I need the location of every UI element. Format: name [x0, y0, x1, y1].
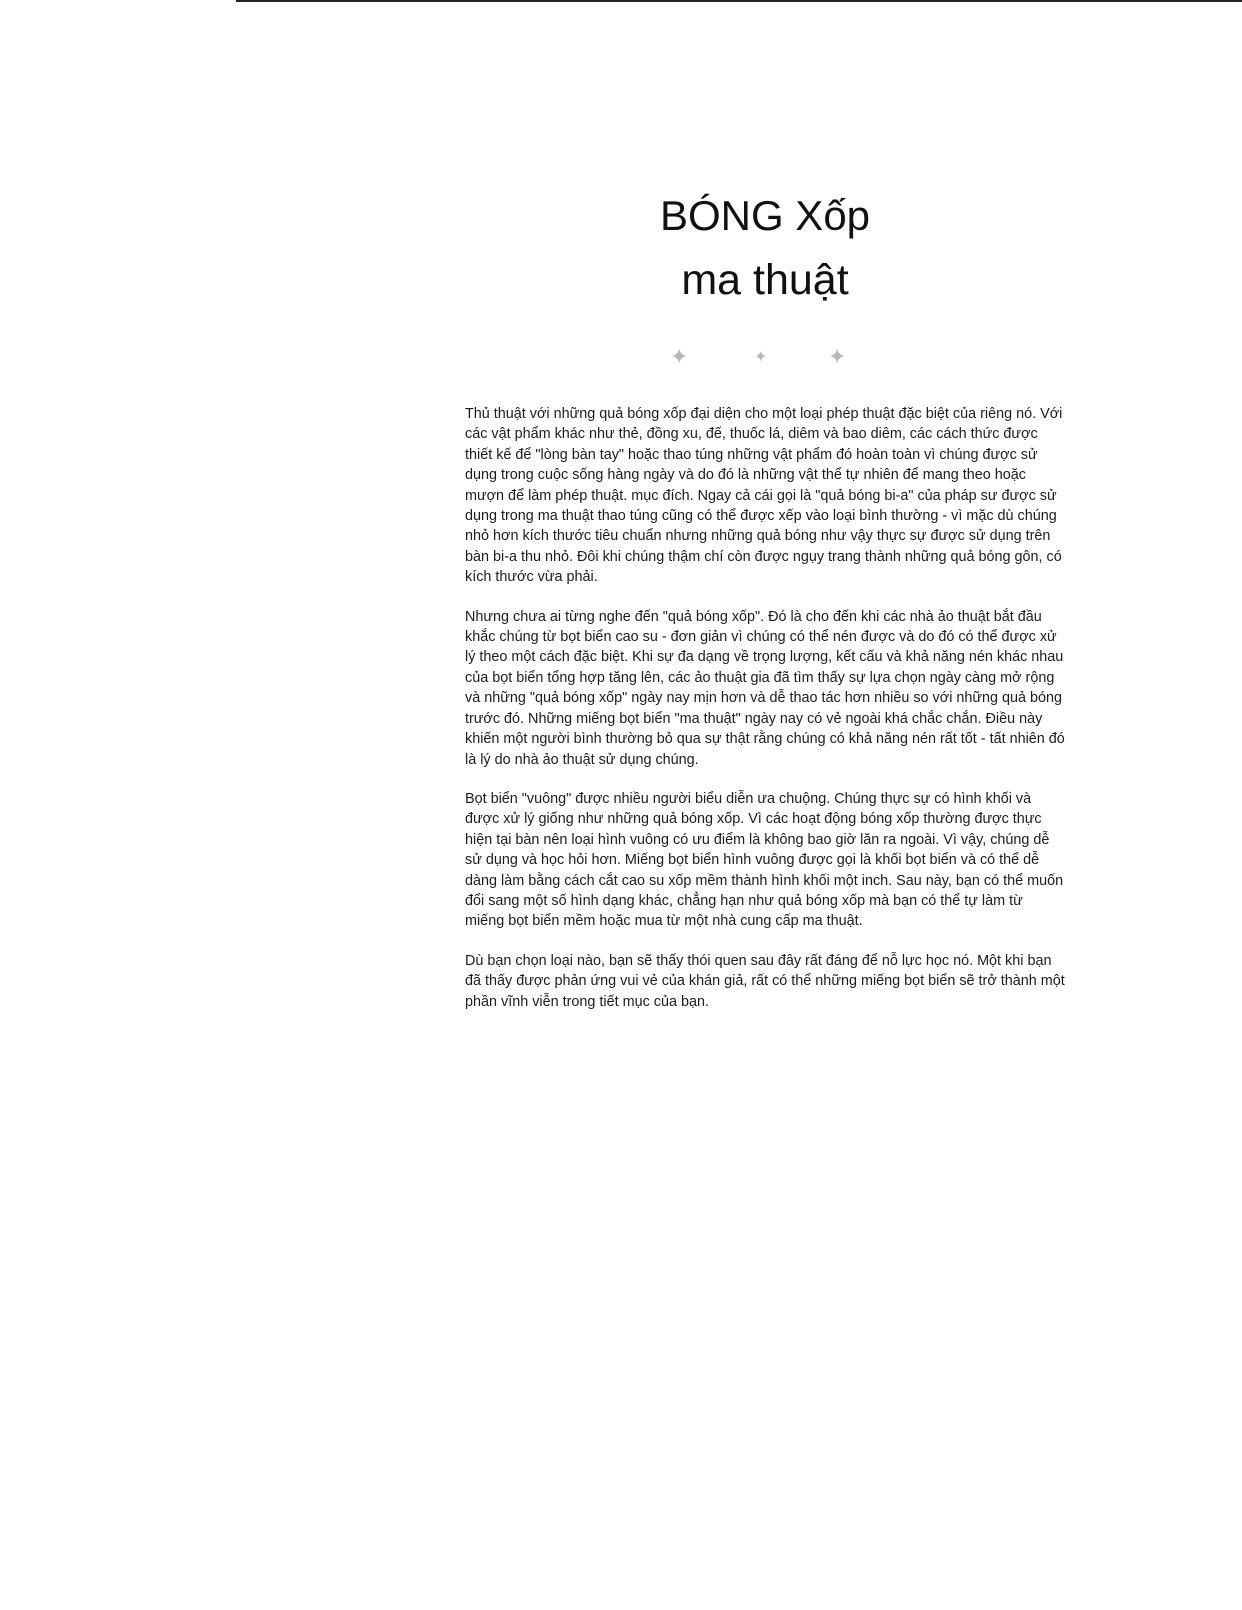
body-text: [465, 404, 1065, 1031]
chapter-title-line2: ma thuật: [681, 256, 849, 304]
paragraph: Dù bạn chọn loại nào, bạn sẽ thấy thói quen sau đây rất đáng để nỗ lực học nó. Một khi bạn đã thấy được phản ứng vui vẻ của khán giả, rất có thể những miếng bọt biển sẽ trở thành một phần vĩnh viễn trong tiết mục của bạn.: [465, 952, 1065, 1010]
paragraph: Nhưng chưa ai từng nghe đến "quả bóng xốp". Đó là cho đến khi các nhà ảo thuật bắt đầu khắc chúng từ bọt biển cao su - đơn giản vì chúng có thể nén được và do đó có thể được xử lý theo một cách đặc biệt. Khi sự đa dạng về trọng lượng, kết cấu và khả năng nén khác nhau của bọt biển tổng hợp tăng lên, các ảo thuật gia đã tìm thấy sự lựa chọn ngày càng mở rộng và những "quả bóng xốp" ngày nay mịn hơn và dễ thao tác hơn nhiều so với những quả bóng trước đó. Những miếng bọt biển "ma thuật" ngày nay có vẻ ngoài khá chắc chắn. Điều này khiến một người bình thường bỏ qua sự thật rằng chúng có khả năng nén rất tốt - tất nhiên đó là lý do nhà ảo thuật sử dụng chúng.: [465, 608, 1065, 768]
star-ornament-icon: ✦: [670, 344, 689, 369]
star-ornament-icon: ✦: [754, 349, 768, 366]
star-ornament-icon: ✦: [828, 344, 847, 369]
chapter-title-line1: BÓNG Xốp: [659, 192, 871, 239]
paragraph: Bọt biển "vuông" được nhiều người biểu diễn ưa chuộng. Chúng thực sự có hình khối và được xử lý giống như những quả bóng xốp. Vì các hoạt động bóng xốp thường được thực hiện tại bàn nên loại hình vuông có ưu điểm là không bao giờ lăn ra ngoài. Vì vậy, chúng dễ sử dụng và học hỏi hơn. Miếng bọt biển hình vuông được gọi là khối bọt biển và có thể dễ dàng làm bằng cách cắt cao su xốp mềm thành hình khối một inch. Sau này, bạn có thể muốn đổi sang một số hình dạng khác, chẳng hạn như quả bóng xốp mà bạn có thể tự làm từ miếng bọt biển mềm hoặc mua từ một nhà cung cấp ma thuật.: [465, 790, 1064, 930]
paragraph: Thủ thuật với những quả bóng xốp đại diện cho một loại phép thuật đặc biệt của riêng nó. Với các vật phẩm khác như thẻ, đồng xu, đế, thuốc lá, diêm và bao diêm, các cách thức được thiết kế để "lòng bàn tay" hoặc thao túng những vật phẩm đó hoàn toàn vì chúng được sử dụng trong cuộc sống hàng ngày và do đó là những vật thể tự nhiên để mang theo hoặc mượn để làm phép thuật. mục đích. Ngay cả cái gọi là "quả bóng bi-a" của pháp sư được sử dụng trong ma thuật thao túng cũng có thể được xếp vào loại bình thường - vì mặc dù chúng nhỏ hơn kích thước tiêu chuẩn nhưng những quả bóng như vậy thực sự được sử dụng trên bàn bi-a thu nhỏ. Đôi khi chúng thậm chí còn được ngụy trang thành những quả bóng gôn, có kích thước vừa phải.: [465, 406, 1063, 586]
star-ornament: [670, 344, 860, 374]
top-rule: [236, 0, 1242, 2]
chapter-title: [560, 188, 970, 308]
